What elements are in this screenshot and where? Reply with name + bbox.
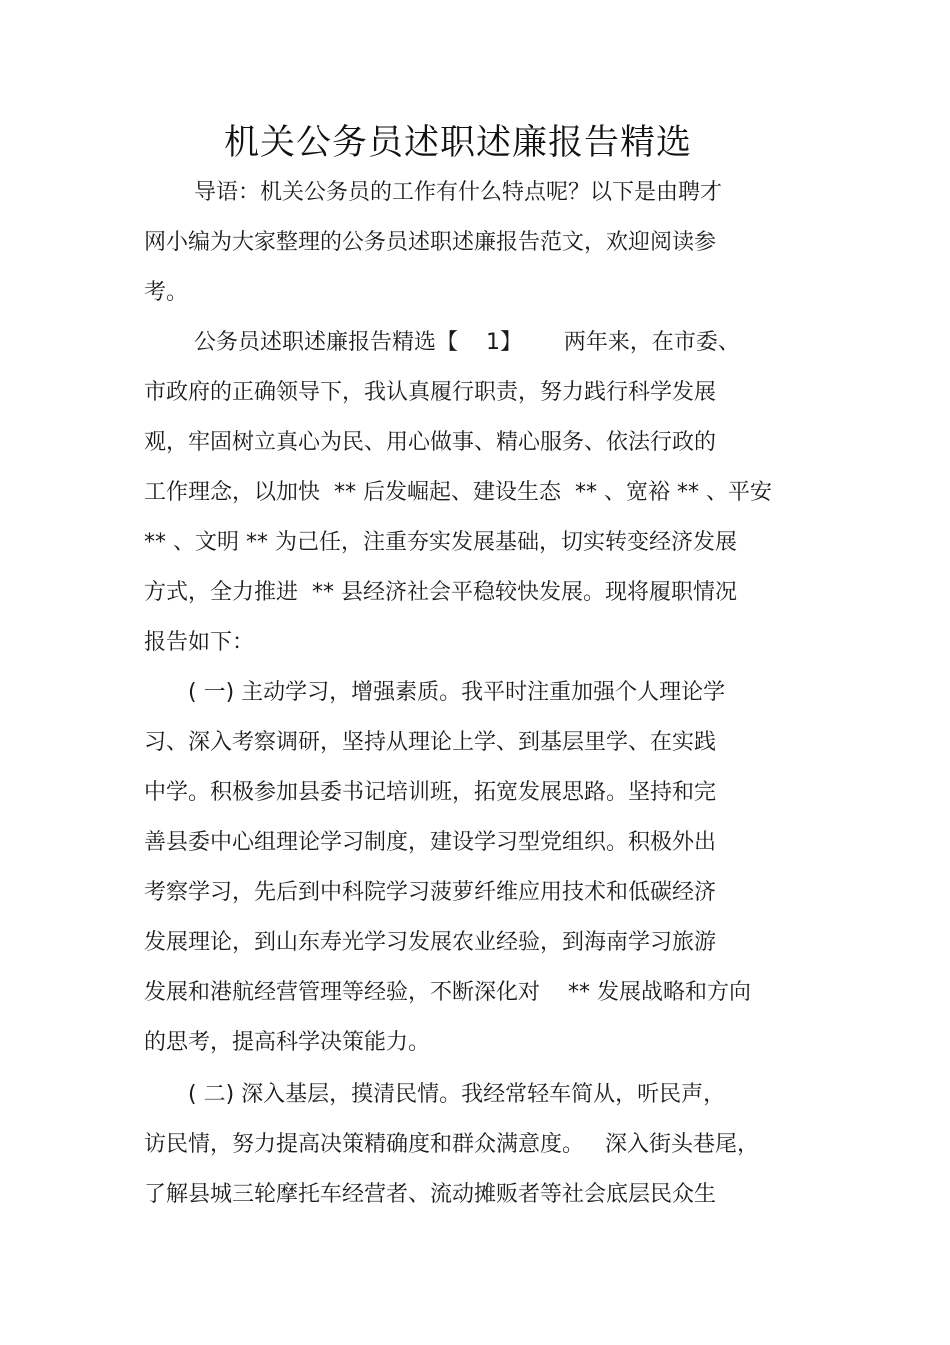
paragraph-line: ( 二) 深入基层，摸清民情。我经常轻车简从，听民声， [188, 1082, 726, 1107]
paragraph-line: 的思考，提高科学决策能力。 [144, 1030, 431, 1055]
paragraph-line: 中学。积极参加县委书记培训班，拓宽发展思路。坚持和完 [144, 780, 717, 805]
paragraph-line: 市政府的正确领导下，我认真履行职责，努力践行科学发展 [144, 380, 717, 405]
paragraph-line: 考察学习，先后到中科院学习菠萝纤维应用技术和低碳经济 [144, 880, 717, 905]
paragraph-line: ** 、文明 ** 为己任，注重夯实发展基础，切实转变经济发展 [144, 530, 737, 555]
paragraph-line: 公务员述职述廉报告精选【 1】 两年来，在市委、 [194, 330, 740, 355]
paragraph-line: 考。 [144, 280, 189, 305]
paragraph-line: 方式，全力推进 ** 县经济社会平稳较快发展。现将履职情况 [144, 580, 737, 605]
paragraph-line: ( 一) 主动学习，增强素质。我平时注重加强个人理论学 [188, 680, 726, 705]
paragraph-line: 善县委中心组理论学习制度，建设学习型党组织。积极外出 [144, 830, 717, 855]
paragraph-line: 报告如下： [144, 630, 255, 655]
paragraph-line: 了解县城三轮摩托车经营者、流动摊贩者等社会底层民众生 [144, 1182, 717, 1207]
paragraph-line: 习、深入考察调研，坚持从理论上学、到基层里学、在实践 [144, 730, 717, 755]
paragraph-line: 观，牢固树立真心为民、用心做事、精心服务、依法行政的 [144, 430, 717, 455]
paragraph-line: 网小编为大家整理的公务员述职述廉报告范文，欢迎阅读参 [144, 230, 717, 255]
paragraph-line: 发展理论，到山东寿光学习发展农业经验，到海南学习旅游 [144, 930, 717, 955]
paragraph-line: 访民情，努力提高决策精确度和群众满意度。 深入街头巷尾， [144, 1132, 759, 1157]
document-title: 机关公务员述职述廉报告精选 [223, 123, 692, 163]
paragraph-line: 工作理念，以加快 ** 后发崛起、建设生态 ** 、宽裕 ** 、平安 [144, 480, 772, 505]
paragraph-line: 导语：机关公务员的工作有什么特点呢？以下是由聘才 [194, 180, 723, 205]
paragraph-line: 发展和港航经营管理等经验，不断深化对 ** 发展战略和方向 [144, 980, 751, 1005]
